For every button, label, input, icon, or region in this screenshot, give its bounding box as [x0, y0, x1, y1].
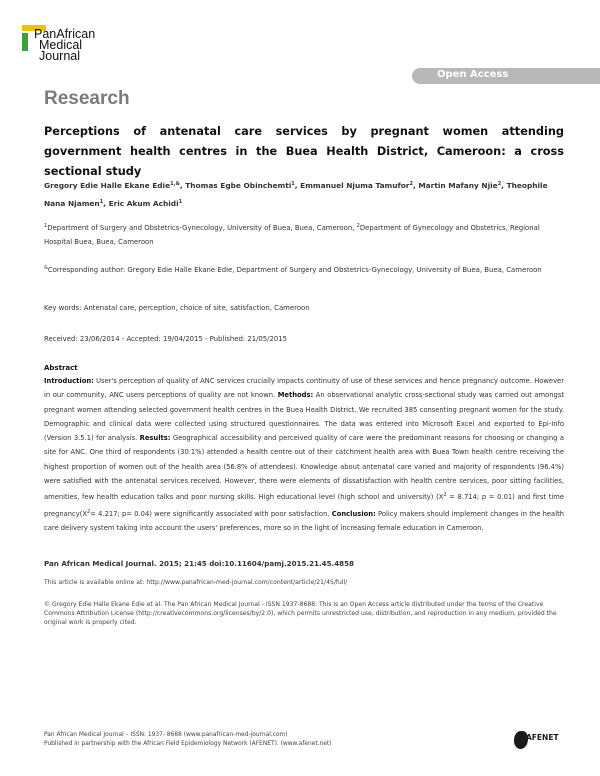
author-name: Eric Akum Achidi [108, 199, 179, 208]
results-label: Results: [139, 434, 171, 443]
results-text: = 8.714; p = 0.01) and first time pregnancy(X [44, 493, 564, 518]
affiliation-2: Department of Gynecology and Obstetrics, Regional Hospital Buea, Buea, Cameroon [44, 224, 540, 246]
methods-label: Methods: [277, 391, 314, 400]
conclusion-label: Conclusion: [331, 509, 376, 518]
author-name: Martin Mafany Njie [418, 181, 498, 190]
affiliation-mark: 1 [44, 223, 48, 229]
keywords: Key words: Antenatal care, perception, choice of site, satisfaction, Cameroon [44, 304, 310, 312]
author-name: Emmanuel Njuma Tamufor [300, 181, 410, 190]
superscript: 2 [443, 492, 447, 499]
logo-line-1: PanAfrican [34, 27, 96, 41]
abstract-heading: Abstract [44, 364, 78, 372]
journal-logo [22, 25, 108, 75]
logo-line-3: Journal [39, 49, 80, 63]
license-text: © Gregory Edie Halle Ekane Edie et al. The Pan African Medical Journal - ISSN 1937-8688. This is an Open Access article distributed under the terms of the Creative Commons Attribution License (http://creativecommons.org/licenses/by/2.0), which permits unrestricted use, distribution, and reproduction in any medium, provided the original work is properly cited. [44, 601, 557, 626]
citation: Pan African Medical Journal. 2015; 21:45 doi:10.11604/pamj.2015.21.45.4858 [44, 559, 354, 568]
author-affiliation-mark: 2 [497, 181, 502, 187]
logo-line-2: Medical [39, 38, 83, 52]
results-text: Geographical accessibility and perceived quality of care were the predominant reasons for choosing or changing a site for ANC. One third of respondents (30.1%) attended a health centre out of their catchment health area with Buea Town health centre receiving the highest proportion of women out of the health area (56.8% of attendees). Knowledge about antenatal care varied and majority of respondents (96.4%) were satisfied with the antenatal services received. However, there were elements of dissatisfaction with health centre services, poor sitting facilities, amenities, few health education talks and poor nursing skills. High educational level (high school and university) (X [44, 434, 564, 502]
methods-text: An observational analytic cross-sectional study was carried out amongst pregnant women attending selected government health centres in the Buea Health District. We recruited 385 consenting pregnant women for the study. Demographic and clinical data were collected using structured questionnaires. The data was entered into Microsoft Excel and exported to Epi-Info (Version 3.5.1) for analysis. [44, 391, 564, 443]
results-text: = 4.217; p= 0.04) were significantly associated with poor satisfaction. [90, 509, 332, 518]
author-affiliation-mark: 2 [409, 181, 413, 187]
introduction-text: User's perception of quality of ANC services crucially impacts continuity of use of these services and hence pregnancy outcome. However in our community, ANC users perceptions of quality are not known. [44, 377, 564, 400]
corresponding-author [44, 261, 564, 277]
page-footer [44, 731, 332, 749]
author-name: Gregory Edie Halle Ekane Edie [44, 181, 171, 190]
affiliation-mark: 2 [356, 223, 360, 229]
abstract-body [44, 374, 564, 535]
section-heading: Research [44, 88, 130, 109]
author-affiliation-mark: 1,& [170, 181, 180, 187]
author-affiliation-mark: 1 [178, 199, 183, 205]
article-title: Perceptions of antenatal care services by pregnant women attending government health centres in the Buea Health District, Cameroon: a cross sectional study [44, 125, 564, 178]
introduction-label: Introduction: [44, 377, 94, 385]
footer-line-1: Pan African Medical Journal – ISSN: 1937- 8688 (www.panafrican-med-journal.com) [44, 732, 288, 738]
availability-link[interactable]: This article is available online at: http://www.panafrican-med-journal.com/content/article/21/45/full/ [44, 579, 348, 586]
author-list: Gregory Edie Halle Ekane Edie$^{1,\&}$, Thomas Egbe Obinchemti$^1$, Emmanuel Njuma Tamufor$^2$, Martin Mafany Njie$^2$, Theophile Nana Njamen$^1$, Eric Akum Achidi$^1$ [44, 181, 548, 208]
author-name: Thomas Egbe Obinchemti [185, 181, 292, 190]
affiliation-1: Department of Surgery and Obstetrics-Gynecology, University of Buea, Buea, Cameroon, [47, 224, 357, 232]
open-access-label: Open Access [437, 69, 509, 80]
corresponding-text: Corresponding author: Gregory Edie Halle Ekane Edie, Department of Surgery and Obstetrics-Gynecology, University of Buea, Buea, Cameroon [47, 266, 542, 274]
publication-dates: Received: 23/06/2014 - Accepted: 19/04/2015 - Published: 21/05/2015 [44, 335, 288, 343]
footer-line-2: Published in partnership with the African Field Epidemiology Network (AFENET). (www.afenet.net) [44, 741, 332, 747]
afenet-logo [514, 731, 559, 751]
corresponding-mark: & [44, 265, 48, 271]
conclusion-text: Policy makers should implement changes in the health care delivery system taking into account the users' preferences, more so in the light of increasing female education in Cameroon. [44, 509, 564, 532]
author-affiliation-mark: 1 [99, 199, 104, 205]
logo-green-bar [22, 33, 28, 51]
superscript: 2 [87, 508, 91, 515]
afenet-logo-text: AFENET [526, 733, 559, 742]
affiliations [44, 219, 564, 249]
author-name: Theophile Nana Njamen [44, 181, 548, 208]
author-affiliation-mark: 1 [291, 181, 295, 187]
